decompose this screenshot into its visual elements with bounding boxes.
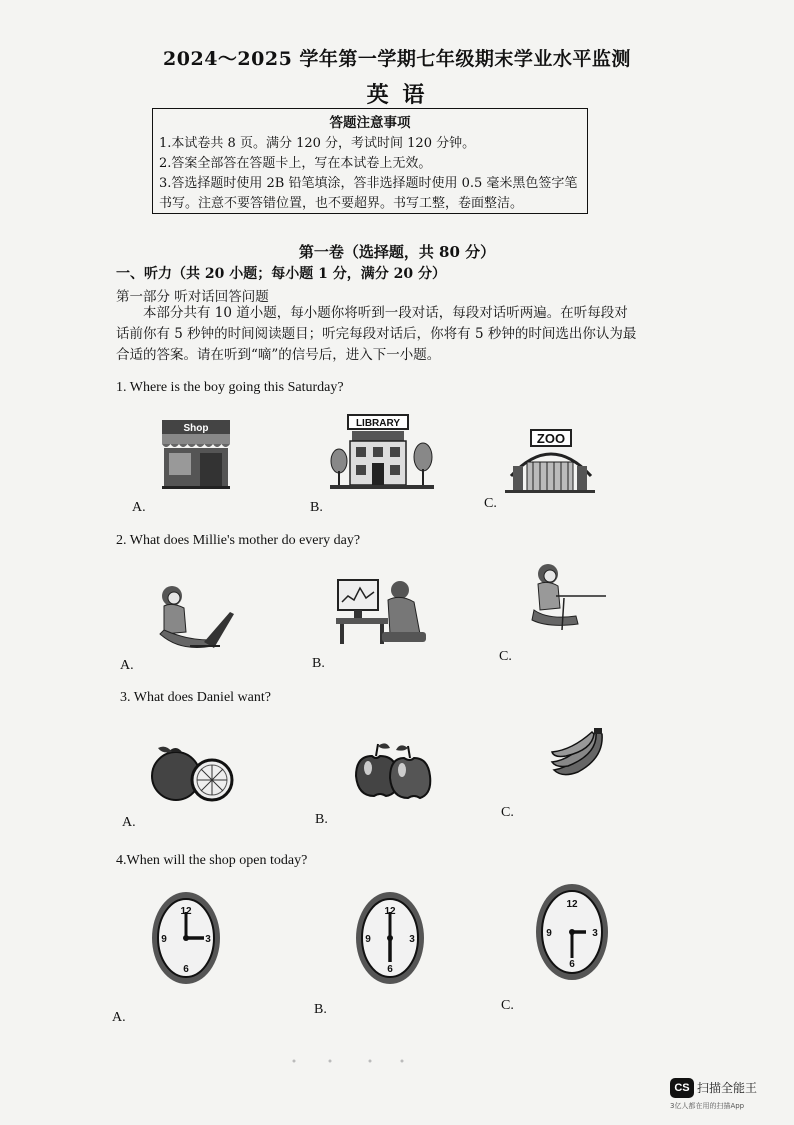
- clock-b-image: [354, 890, 426, 986]
- question-1: 1. Where is the boy going this Saturday?: [116, 380, 344, 395]
- part-heading: 一、听力（共 20 小题；每小题 1 分，满分 20 分）: [116, 266, 446, 282]
- svg-text:9: 9: [161, 934, 167, 945]
- svg-text:3: 3: [205, 934, 211, 945]
- q1-option-c[interactable]: C.: [484, 496, 497, 511]
- svg-text:9: 9: [546, 928, 552, 939]
- q4-option-c[interactable]: C.: [501, 998, 514, 1013]
- library-image: [330, 413, 434, 493]
- q4-option-a[interactable]: A.: [112, 1010, 126, 1025]
- svg-text:9: 9: [365, 934, 371, 945]
- oranges-image: [148, 742, 238, 802]
- instructions: 本部分共有 10 道小题，每小题你将听到一段对话，每段对话听两遍。在听每段对话前你有 5 秒钟的时间阅读题目；听完每段对话后，你将有 5 秒钟的时间选出你认为最合适的答案。请在听到“嘀”的信号后，进入下一小题。: [116, 305, 637, 363]
- notice-line-1: 1.本试卷共 8 页。满分 120 分，考试时间 120 分钟。: [159, 136, 476, 151]
- svg-text:12: 12: [384, 906, 396, 917]
- bananas-image: [548, 728, 606, 778]
- q1-option-b[interactable]: B.: [310, 500, 323, 515]
- svg-text:6: 6: [569, 959, 575, 970]
- clock-c-image: [534, 882, 610, 982]
- woman-reading-image: [528, 560, 608, 632]
- notice-line-3: 3.答选择题时使用 2B 铅笔填涂，答非选择题时使用 0.5 毫米黑色签字笔: [159, 176, 578, 191]
- notice-line-4: 书写。注意不要答错位置，也不要超界。书写工整，卷面整洁。: [159, 196, 524, 211]
- q2-option-c[interactable]: C.: [499, 649, 512, 664]
- zoo-image: [505, 426, 595, 494]
- question-2: 2. What does Millie's mother do every day?: [116, 533, 361, 548]
- q1-option-a[interactable]: A.: [132, 500, 146, 515]
- svg-text:3: 3: [592, 928, 598, 939]
- notice-box: [152, 108, 588, 214]
- svg-text:3: 3: [409, 934, 415, 945]
- notice-line-2: 2.答案全部答在答题卡上，写在本试卷上无效。: [159, 156, 432, 171]
- scanner-logo-icon: CS: [670, 1078, 694, 1098]
- scanner-watermark: [670, 1077, 780, 1111]
- scanner-app-name: 扫描全能王: [697, 1081, 758, 1095]
- question-4: 4.When will the shop open today?: [116, 853, 308, 868]
- scan-artifact: [290, 1058, 410, 1064]
- clock-a-image: [150, 890, 222, 986]
- person-computer-image: [334, 578, 430, 648]
- q2-option-a[interactable]: A.: [120, 658, 134, 673]
- question-3: 3. What does Daniel want?: [120, 690, 271, 705]
- exam-title: 2024～2025 学年第一学期七年级期末学业水平监测: [163, 48, 631, 70]
- sub-heading: 第一部分 听对话回答问题: [116, 289, 269, 305]
- svg-text:6: 6: [183, 964, 189, 975]
- library-sign-label: LIBRARY: [355, 418, 401, 429]
- zoo-sign-label: ZOO: [536, 431, 566, 446]
- q3-option-b[interactable]: B.: [315, 812, 328, 827]
- scanner-tagline: 3亿人都在用的扫描App: [670, 1101, 745, 1110]
- notice-title: 答题注意事项: [329, 115, 411, 131]
- apples-image: [352, 738, 434, 800]
- shop-image: [160, 418, 232, 490]
- svg-text:12: 12: [566, 899, 578, 910]
- woman-laptop-image: [150, 582, 236, 658]
- shop-sign-label: Shop: [183, 423, 209, 434]
- q3-option-a[interactable]: A.: [122, 815, 136, 830]
- subject-title: 英 语: [366, 82, 428, 108]
- svg-text:12: 12: [180, 906, 192, 917]
- q3-option-c[interactable]: C.: [501, 805, 514, 820]
- svg-text:6: 6: [387, 964, 393, 975]
- q2-option-b[interactable]: B.: [312, 656, 325, 671]
- q4-option-b[interactable]: B.: [314, 1002, 327, 1017]
- section-title: 第一卷（选择题，共 80 分）: [298, 243, 496, 261]
